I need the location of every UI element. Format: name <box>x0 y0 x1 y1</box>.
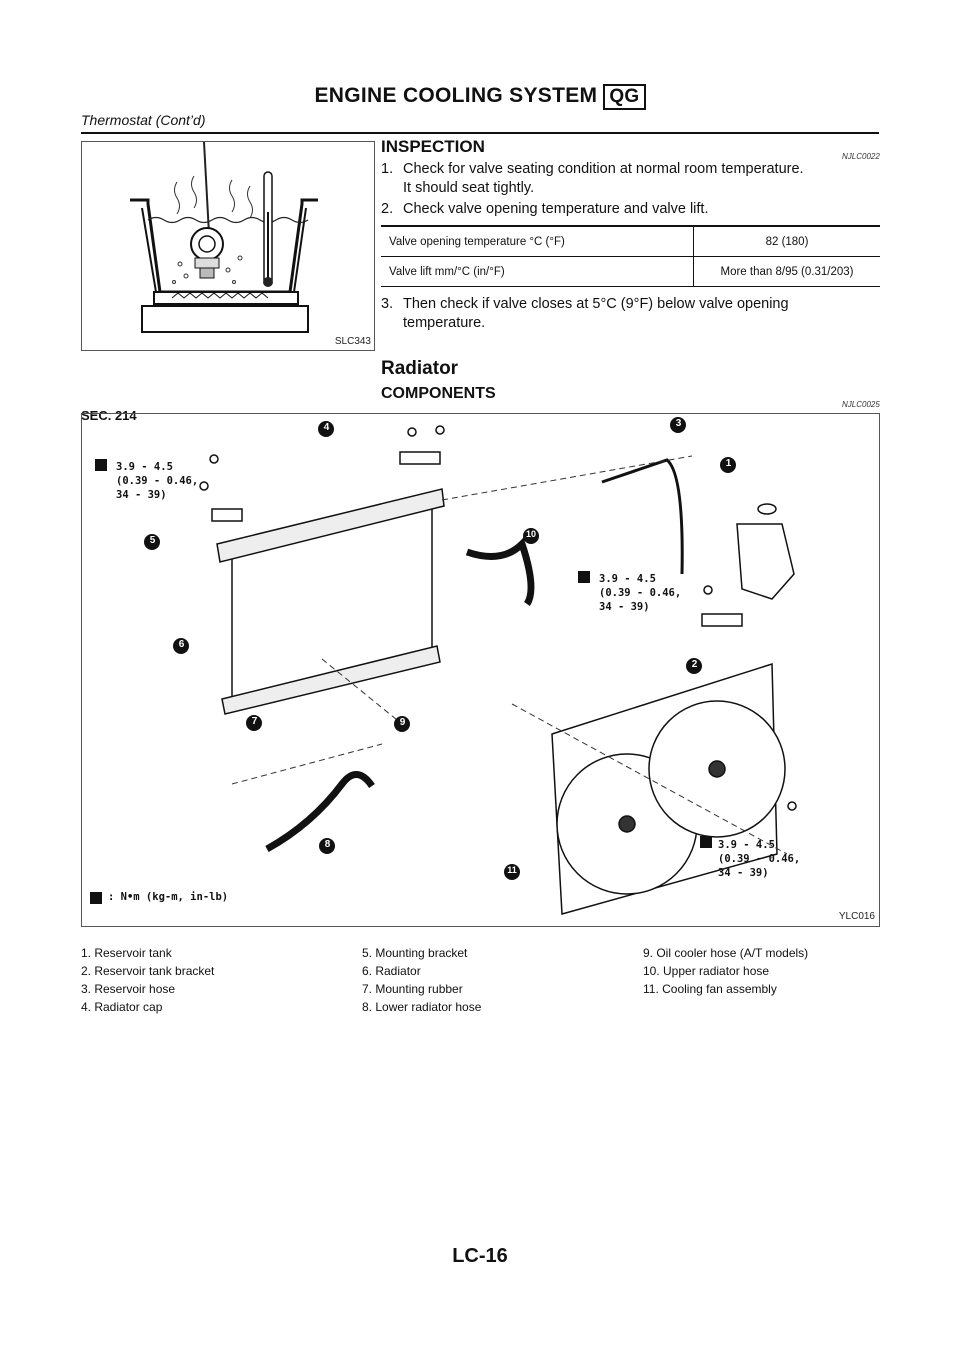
inspection-step-3 <box>381 295 880 333</box>
torque-line: 34 - 39) <box>599 601 650 613</box>
table-row <box>381 257 880 287</box>
parts-column-3 <box>643 944 808 998</box>
list-item: 2. Reservoir tank bracket <box>81 964 215 978</box>
step-text: temperature. <box>403 315 486 331</box>
callout-4: 4 <box>323 422 330 433</box>
components-code: NJLC0025 <box>842 400 880 409</box>
unit-legend: : N•m (kg-m, in-lb) <box>108 891 229 903</box>
inspection-step-2 <box>381 200 880 219</box>
list-item: 10. Upper radiator hose <box>643 964 770 978</box>
radiator-components-diagram <box>81 413 880 927</box>
callout-6: 6 <box>178 639 185 650</box>
list-item: 4. Radiator cap <box>81 1000 163 1014</box>
inspection-step-1 <box>381 160 880 198</box>
figure-code: YLC016 <box>838 911 875 922</box>
torque-line: 34 - 39) <box>116 489 167 501</box>
page-subtitle: Thermostat (Cont’d) <box>81 112 206 128</box>
list-item: 6. Radiator <box>362 964 421 978</box>
callout-10: 10 <box>525 529 536 539</box>
callout-2: 2 <box>691 659 698 670</box>
inspection-heading-text: INSPECTION <box>381 137 485 156</box>
torque-line: (0.39 - 0.46, <box>116 475 199 487</box>
list-item: 3. Reservoir hose <box>81 982 176 996</box>
step-text: Then check if valve closes at 5°C (9°F) below valve opening <box>403 296 789 312</box>
header-rule <box>81 132 879 134</box>
torque-spec-3 <box>718 838 800 880</box>
thermostat-inspection-figure <box>81 141 375 351</box>
step-number: 3. <box>381 296 394 312</box>
step-text: It should seat tightly. <box>403 180 535 196</box>
parts-column-2 <box>362 944 481 1016</box>
spec-value: More than 8/95 (0.31/203) <box>694 257 881 287</box>
spec-value: 82 (180) <box>694 226 881 257</box>
components-heading: COMPONENTS <box>381 385 496 402</box>
figure-code: SLC343 <box>334 336 371 347</box>
torque-line: 3.9 - 4.5 <box>718 839 775 851</box>
engine-badge: QG <box>603 84 645 110</box>
torque-line: 34 - 39) <box>718 867 769 879</box>
callout-1: 1 <box>725 458 732 469</box>
torque-line: (0.39 - 0.46, <box>718 853 801 865</box>
list-item: 11. Cooling fan assembly <box>643 982 777 996</box>
torque-line: 3.9 - 4.5 <box>599 573 656 585</box>
callout-5: 5 <box>149 535 156 546</box>
step-number: 2. <box>381 201 394 217</box>
list-item: 5. Mounting bracket <box>362 946 468 960</box>
step-text: Check valve opening temperature and valve lift. <box>403 201 709 217</box>
spec-label: Valve opening temperature °C (°F) <box>381 226 694 257</box>
callout-3: 3 <box>675 418 682 429</box>
list-item: 1. Reservoir tank <box>81 946 172 960</box>
table-row <box>381 226 880 257</box>
list-item: 7. Mounting rubber <box>362 982 463 996</box>
page-header-title <box>0 84 960 110</box>
torque-spec-2 <box>599 572 681 614</box>
callout-9: 9 <box>399 717 406 728</box>
inspection-heading <box>381 137 485 157</box>
list-item: 9. Oil cooler hose (A/T models) <box>643 946 809 960</box>
radiator-heading: Radiator <box>381 358 459 379</box>
callout-7: 7 <box>251 716 258 727</box>
inspection-code: NJLC0022 <box>842 152 880 161</box>
torque-line: 3.9 - 4.5 <box>116 461 173 473</box>
list-item: 8. Lower radiator hose <box>362 1000 482 1014</box>
page-number: LC-16 <box>452 1245 508 1267</box>
thermostat-illustration <box>82 142 374 350</box>
section-title: ENGINE COOLING SYSTEM <box>314 84 598 107</box>
valve-spec-table <box>381 225 880 287</box>
sec-label: SEC. 214 <box>81 408 137 423</box>
step-number: 1. <box>381 161 394 177</box>
parts-column-1 <box>81 944 214 1016</box>
torque-line: (0.39 - 0.46, <box>599 587 682 599</box>
callout-11: 11 <box>507 865 517 875</box>
torque-spec-1 <box>116 460 198 502</box>
step-text: Check for valve seating condition at normal room temperature. <box>403 161 804 177</box>
spec-label: Valve lift mm/°C (in/°F) <box>381 257 694 287</box>
callout-8: 8 <box>324 839 331 850</box>
